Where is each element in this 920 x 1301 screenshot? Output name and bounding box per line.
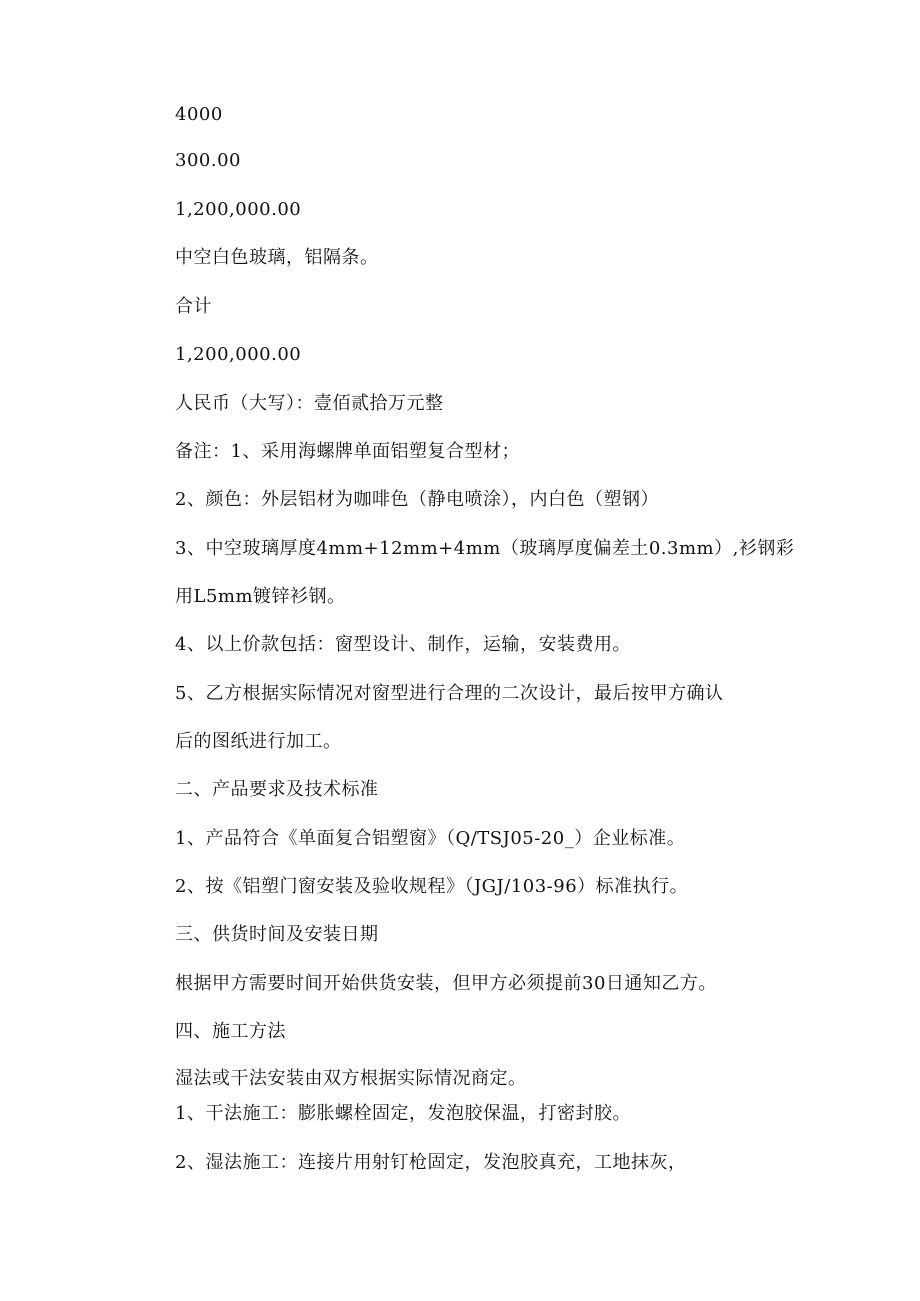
remark-item-3-line-1: 3、中空玻璃厚度4mm+12mm+4mm（玻璃厚度偏差土0.3mm）,衫钢彩 xyxy=(175,538,795,559)
remark-item-3-line-2: 用L5mm镀锌衫钢。 xyxy=(175,586,346,607)
section-3-heading: 三、供货时间及安装日期 xyxy=(175,924,379,945)
remark-item-5-line-1: 5、乙方根据实际情况对窗型进行合理的二次设计，最后按甲方确认 xyxy=(175,683,724,704)
rmb-uppercase-total: 人民币（大写）：壹佰贰拾万元整 xyxy=(175,393,444,414)
dry-method-text: 1、干法施工：膨胀螺栓固定，发泡胶保温，打密封胶。 xyxy=(175,1103,631,1124)
total-label: 合计 xyxy=(175,296,212,317)
wet-method-text: 2、湿法施工：连接片用射钉枪固定，发泡胶真充，工地抹灰， xyxy=(175,1152,687,1173)
method-intro-text: 湿法或干法安装由双方根据实际情况商定。 xyxy=(175,1068,527,1089)
supply-time-text: 根据甲方需要时间开始供货安装，但甲方必须提前30日通知乙方。 xyxy=(175,973,717,994)
remark-item-2: 2、颜色：外层铝材为咖啡色（静电喷涂），内白色（塑钢） xyxy=(175,489,659,510)
remark-item-5-line-2: 后的图纸进行加工。 xyxy=(175,731,342,752)
remark-item-4: 4、以上价款包括：窗型设计、制作，运输，安装费用。 xyxy=(175,634,631,655)
remark-item-1: 备注：1、采用海螺牌单面铝塑复合型材； xyxy=(175,441,520,462)
section-2-heading: 二、产品要求及技术标准 xyxy=(175,779,379,800)
section-4-heading: 四、施工方法 xyxy=(175,1021,286,1042)
glass-description: 中空白色玻璃，铝隔条。 xyxy=(175,247,379,268)
total-value: 1,200,000.00 xyxy=(175,344,302,365)
standard-item-2: 2、按《铝塑门窗安装及验收规程》（JGJ/103-96）标准执行。 xyxy=(175,876,689,897)
standard-item-1: 1、产品符合《单面复合铝塑窗》（Q/TSJ05-20_）企业标准。 xyxy=(175,828,686,849)
quantity-value: 4000 xyxy=(175,104,223,125)
unit-price-value: 300.00 xyxy=(175,150,241,171)
amount-value: 1,200,000.00 xyxy=(175,199,302,220)
